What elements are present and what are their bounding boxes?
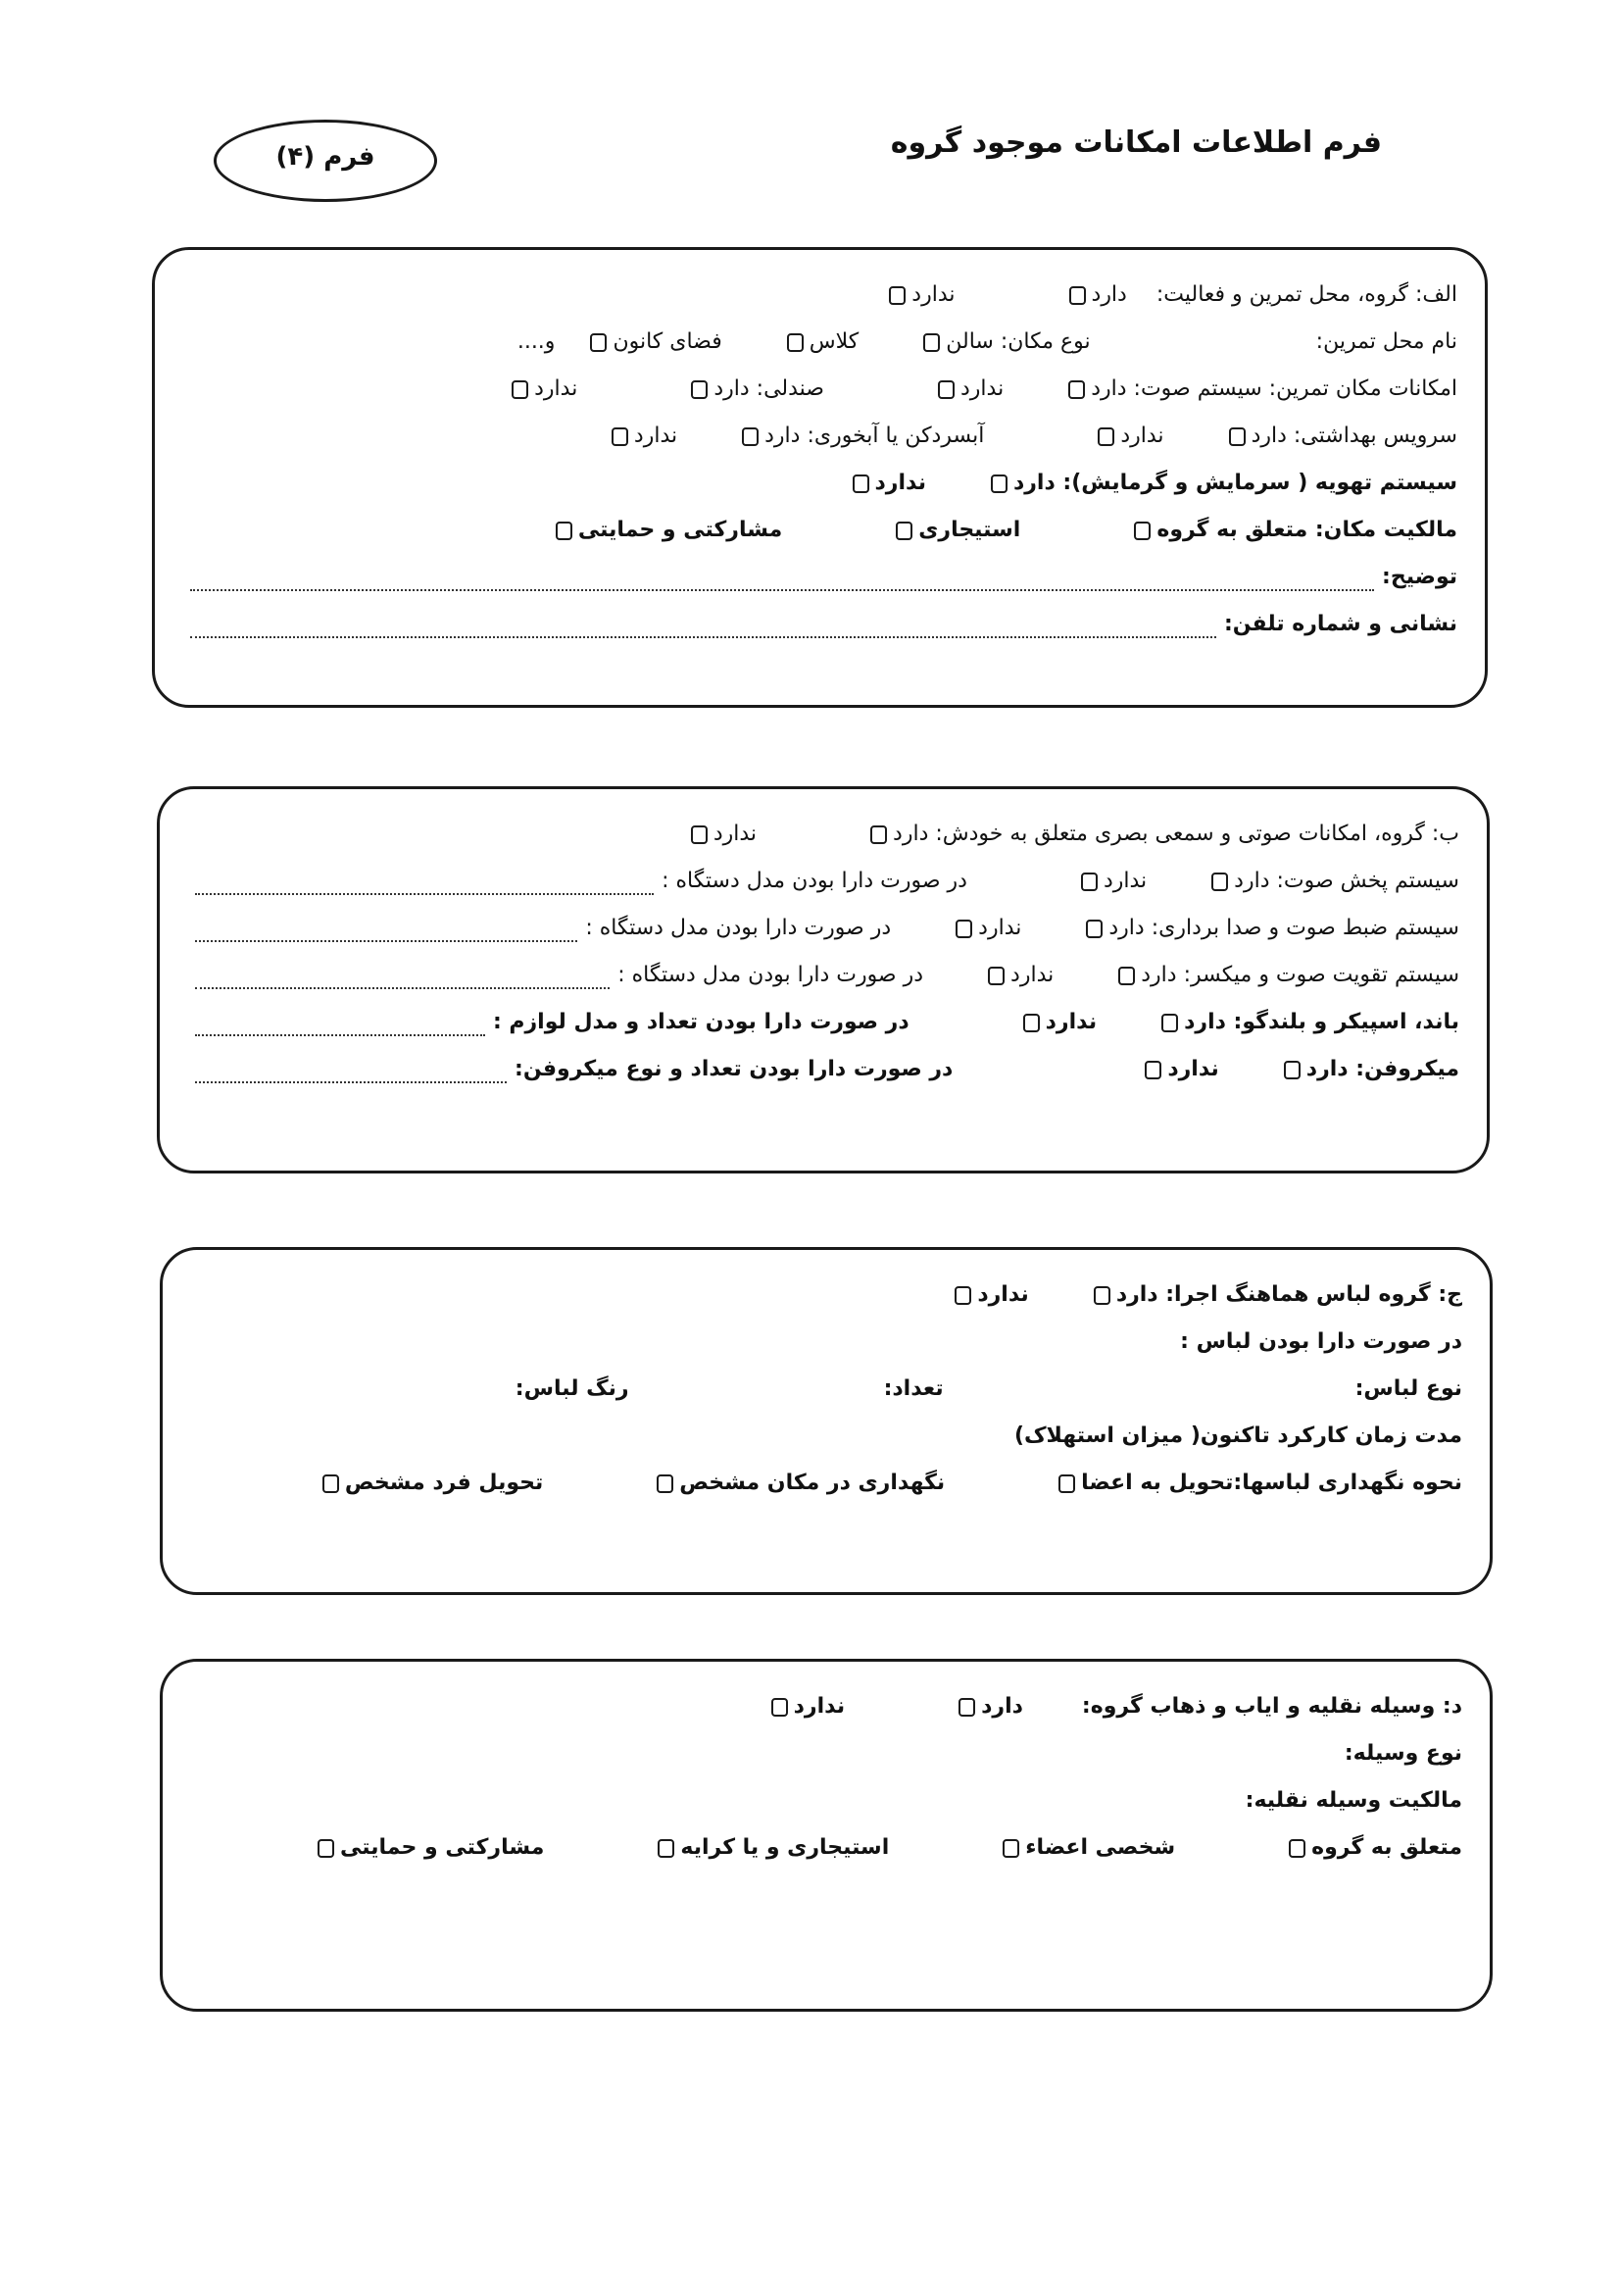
ownership-rental-checkbox[interactable] — [896, 522, 912, 540]
address-field[interactable] — [190, 636, 1216, 638]
playback-system-label: سیستم پخش صوت: دارد — [1234, 869, 1459, 893]
vehicle-type-row — [190, 1730, 1462, 1777]
clothing-usage-label: مدت زمان کارکرد تاکنون( میزان استهلاک) — [1013, 1423, 1462, 1448]
water-cooler-no-checkbox[interactable] — [612, 427, 628, 446]
amplifier-no-label: ندارد — [1010, 963, 1055, 987]
speaker-yes-checkbox[interactable] — [1161, 1014, 1178, 1032]
chair-no-checkbox[interactable] — [512, 380, 528, 399]
form-number-text: فرم (۴) — [275, 142, 375, 172]
address-row — [182, 601, 1457, 648]
section-a-no-label: ندارد — [911, 282, 956, 307]
description-field[interactable] — [190, 589, 1374, 591]
vehicle-ownership-label: مالکیت وسیله نقلیه: — [1245, 1788, 1462, 1813]
storage-place-label: نگهداری در مکان مشخص — [679, 1471, 946, 1495]
place-name-row — [182, 319, 1457, 366]
ownership-partnership-checkbox[interactable] — [556, 522, 572, 540]
section-b-box — [157, 786, 1490, 1173]
sound-system-yes-checkbox[interactable] — [1068, 380, 1085, 399]
storage-person-checkbox[interactable] — [322, 1474, 339, 1493]
section-b-no-label: ندارد — [713, 822, 758, 846]
recording-no-checkbox[interactable] — [956, 920, 972, 938]
speaker-count-label: در صورت دارا بودن تعداد و مدل لوازم : — [492, 1010, 909, 1034]
hvac-label: سیستم تهویه ( سرمایش و گرمایش): دارد — [1012, 471, 1457, 495]
place-type-class-label: کلاس — [809, 329, 860, 354]
ownership-row — [182, 507, 1457, 554]
place-type-hall-checkbox[interactable] — [923, 333, 940, 352]
ownership-group-checkbox[interactable] — [1134, 522, 1151, 540]
recording-yes-checkbox[interactable] — [1086, 920, 1103, 938]
amplifier-model-label: در صورت دارا بودن مدل دستگاه : — [617, 963, 924, 987]
sound-system-no-label: ندارد — [959, 376, 1005, 401]
clothing-details-row — [190, 1366, 1462, 1413]
clothing-count-label: تعداد: — [883, 1376, 944, 1401]
vehicle-type-label: نوع وسیله: — [1344, 1741, 1462, 1766]
playback-row — [187, 858, 1459, 905]
ownership-rental-label: استیجاری — [918, 518, 1021, 542]
restroom-no-checkbox[interactable] — [1098, 427, 1114, 446]
address-label: نشانی و شماره تلفن: — [1223, 612, 1457, 636]
hvac-row — [182, 460, 1457, 507]
description-label: توضیح: — [1382, 565, 1457, 589]
place-type-class-checkbox[interactable] — [787, 333, 804, 352]
playback-model-label: در صورت دارا بودن مدل دستگاه : — [662, 869, 967, 893]
section-a-yes-checkbox[interactable] — [1069, 286, 1086, 305]
clothing-usage-row — [190, 1413, 1462, 1460]
storage-place-checkbox[interactable] — [657, 1474, 673, 1493]
chair-label: صندلی: دارد — [713, 376, 824, 401]
section-c-heading-row — [190, 1272, 1462, 1319]
form-number-badge — [214, 120, 437, 202]
form-title: فرم اطلاعات امکانات موجود گروه — [890, 125, 1382, 160]
hvac-no-label: ندارد — [874, 471, 926, 495]
water-cooler-yes-checkbox[interactable] — [742, 427, 759, 446]
amplifier-model-field[interactable] — [195, 987, 610, 989]
chair-no-label: ندارد — [534, 376, 578, 401]
vehicle-ownership-heading-row — [190, 1777, 1462, 1824]
restroom-no-label: ندارد — [1120, 424, 1164, 448]
clothing-storage-row — [190, 1460, 1462, 1507]
section-a-no-checkbox[interactable] — [889, 286, 906, 305]
speaker-no-checkbox[interactable] — [1023, 1014, 1040, 1032]
playback-yes-checkbox[interactable] — [1211, 873, 1228, 891]
vehicle-ownership-group-label: متعلق به گروه — [1311, 1835, 1462, 1860]
recording-no-label: ندارد — [978, 916, 1022, 940]
vehicle-ownership-partnership-label: مشارکتی و حمایتی — [340, 1835, 545, 1860]
restroom-label: سرویس بهداشتی: دارد — [1251, 424, 1457, 448]
vehicle-ownership-rental-checkbox[interactable] — [658, 1839, 674, 1858]
recording-row — [187, 905, 1459, 952]
section-a-heading-row — [182, 272, 1457, 319]
speaker-row — [187, 999, 1459, 1046]
place-name-label: نام محل تمرین: — [1315, 329, 1457, 354]
speaker-no-label: ندارد — [1045, 1010, 1098, 1034]
section-c-no-label: ندارد — [977, 1282, 1029, 1307]
place-type-center-label: فضای کانون — [613, 329, 722, 354]
playback-model-field[interactable] — [195, 893, 654, 895]
restroom-yes-checkbox[interactable] — [1229, 427, 1246, 446]
place-type-etc-label: و.... — [516, 329, 556, 354]
clothing-storage-label: نحوه نگهداری لباسها:تحویل به اعضا — [1081, 1471, 1462, 1495]
storage-person-label: تحویل فرد مشخص — [344, 1471, 544, 1495]
recording-system-label: سیستم ضبط صوت و صدا برداری: دارد — [1108, 916, 1459, 940]
recording-model-label: در صورت دارا بودن مدل دستگاه : — [585, 916, 892, 940]
section-d-heading-row — [190, 1683, 1462, 1730]
clothing-color-label: رنگ لباس: — [515, 1376, 629, 1401]
storage-members-checkbox[interactable] — [1058, 1474, 1075, 1493]
speaker-count-field[interactable] — [195, 1034, 485, 1036]
place-type-center-checkbox[interactable] — [590, 333, 607, 352]
section-b-heading-row — [187, 811, 1459, 858]
amplifier-no-checkbox[interactable] — [988, 967, 1005, 985]
microphone-count-label: در صورت دارا بودن تعداد و نوع میکروفن: — [515, 1057, 954, 1081]
section-d-yes-label: دارد — [981, 1694, 1023, 1719]
section-b-yes-checkbox[interactable] — [870, 825, 887, 844]
vehicle-ownership-members-checkbox[interactable] — [1003, 1839, 1019, 1858]
vehicle-ownership-group-checkbox[interactable] — [1289, 1839, 1305, 1858]
microphone-yes-checkbox[interactable] — [1284, 1061, 1301, 1079]
microphone-label: میکروفن: دارد — [1305, 1057, 1459, 1081]
ownership-partnership-label: مشارکتی و حمایتی — [577, 518, 783, 542]
section-d-heading: د: وسیله نقلیه و ایاب و ذهاب گروه: — [1081, 1694, 1462, 1719]
amplifier-row — [187, 952, 1459, 999]
microphone-count-field[interactable] — [195, 1081, 507, 1083]
section-a-heading: الف: گروه، محل تمرین و فعالیت: — [1155, 282, 1457, 307]
clothing-type-label: نوع لباس: — [1354, 1376, 1462, 1401]
microphone-no-label: ندارد — [1167, 1057, 1219, 1081]
microphone-no-checkbox[interactable] — [1145, 1061, 1161, 1079]
sound-system-label: امکانات مکان تمرین: سیستم صوت: دارد — [1091, 376, 1457, 401]
description-row — [182, 554, 1457, 601]
recording-model-field[interactable] — [195, 940, 577, 942]
clothing-if-has-label: در صورت دارا بودن لباس : — [1180, 1329, 1462, 1354]
hvac-yes-checkbox[interactable] — [991, 474, 1008, 493]
vehicle-ownership-partnership-checkbox[interactable] — [318, 1839, 334, 1858]
water-cooler-label: آبسردکن یا آبخوری: دارد — [764, 424, 985, 448]
microphone-row — [187, 1046, 1459, 1093]
section-b-heading: ب: گروه، امکانات صوتی و سمعی بصری متعلق به خودش: دارد — [893, 822, 1459, 846]
section-d-box — [160, 1659, 1493, 2012]
ownership-label: مالکیت مکان: متعلق به گروه — [1156, 518, 1457, 542]
place-type-label: نوع مکان: سالن — [946, 329, 1091, 354]
restroom-row — [182, 413, 1457, 460]
section-c-heading: ج: گروه لباس هماهنگ اجرا: دارد — [1115, 1282, 1462, 1307]
water-cooler-no-label: ندارد — [633, 424, 678, 448]
section-a-box — [152, 247, 1488, 708]
section-d-no-label: ندارد — [793, 1694, 846, 1719]
vehicle-ownership-members-label: شخصی اعضاء — [1025, 1835, 1176, 1860]
section-d-yes-checkbox[interactable] — [958, 1698, 975, 1717]
amplifier-yes-checkbox[interactable] — [1118, 967, 1135, 985]
clothing-if-has-row — [190, 1319, 1462, 1366]
section-b-no-checkbox[interactable] — [691, 825, 708, 844]
playback-no-label: ندارد — [1103, 869, 1148, 893]
section-a-yes-label: دارد — [1091, 282, 1127, 307]
sound-system-no-checkbox[interactable] — [938, 380, 955, 399]
section-c-yes-checkbox[interactable] — [1094, 1286, 1110, 1305]
section-c-box — [160, 1247, 1493, 1595]
chair-yes-checkbox[interactable] — [691, 380, 708, 399]
sound-system-row — [182, 366, 1457, 413]
playback-no-checkbox[interactable] — [1081, 873, 1098, 891]
speaker-label: باند، اسپیکر و بلندگو: دارد — [1184, 1010, 1459, 1034]
section-d-no-checkbox[interactable] — [771, 1698, 788, 1717]
section-c-no-checkbox[interactable] — [955, 1286, 971, 1305]
amplifier-system-label: سیستم تقویت صوت و میکسر: دارد — [1141, 963, 1459, 987]
vehicle-ownership-rental-label: استیجاری و یا کرایه — [680, 1835, 890, 1860]
hvac-no-checkbox[interactable] — [853, 474, 869, 493]
vehicle-ownership-options-row — [190, 1824, 1462, 1872]
